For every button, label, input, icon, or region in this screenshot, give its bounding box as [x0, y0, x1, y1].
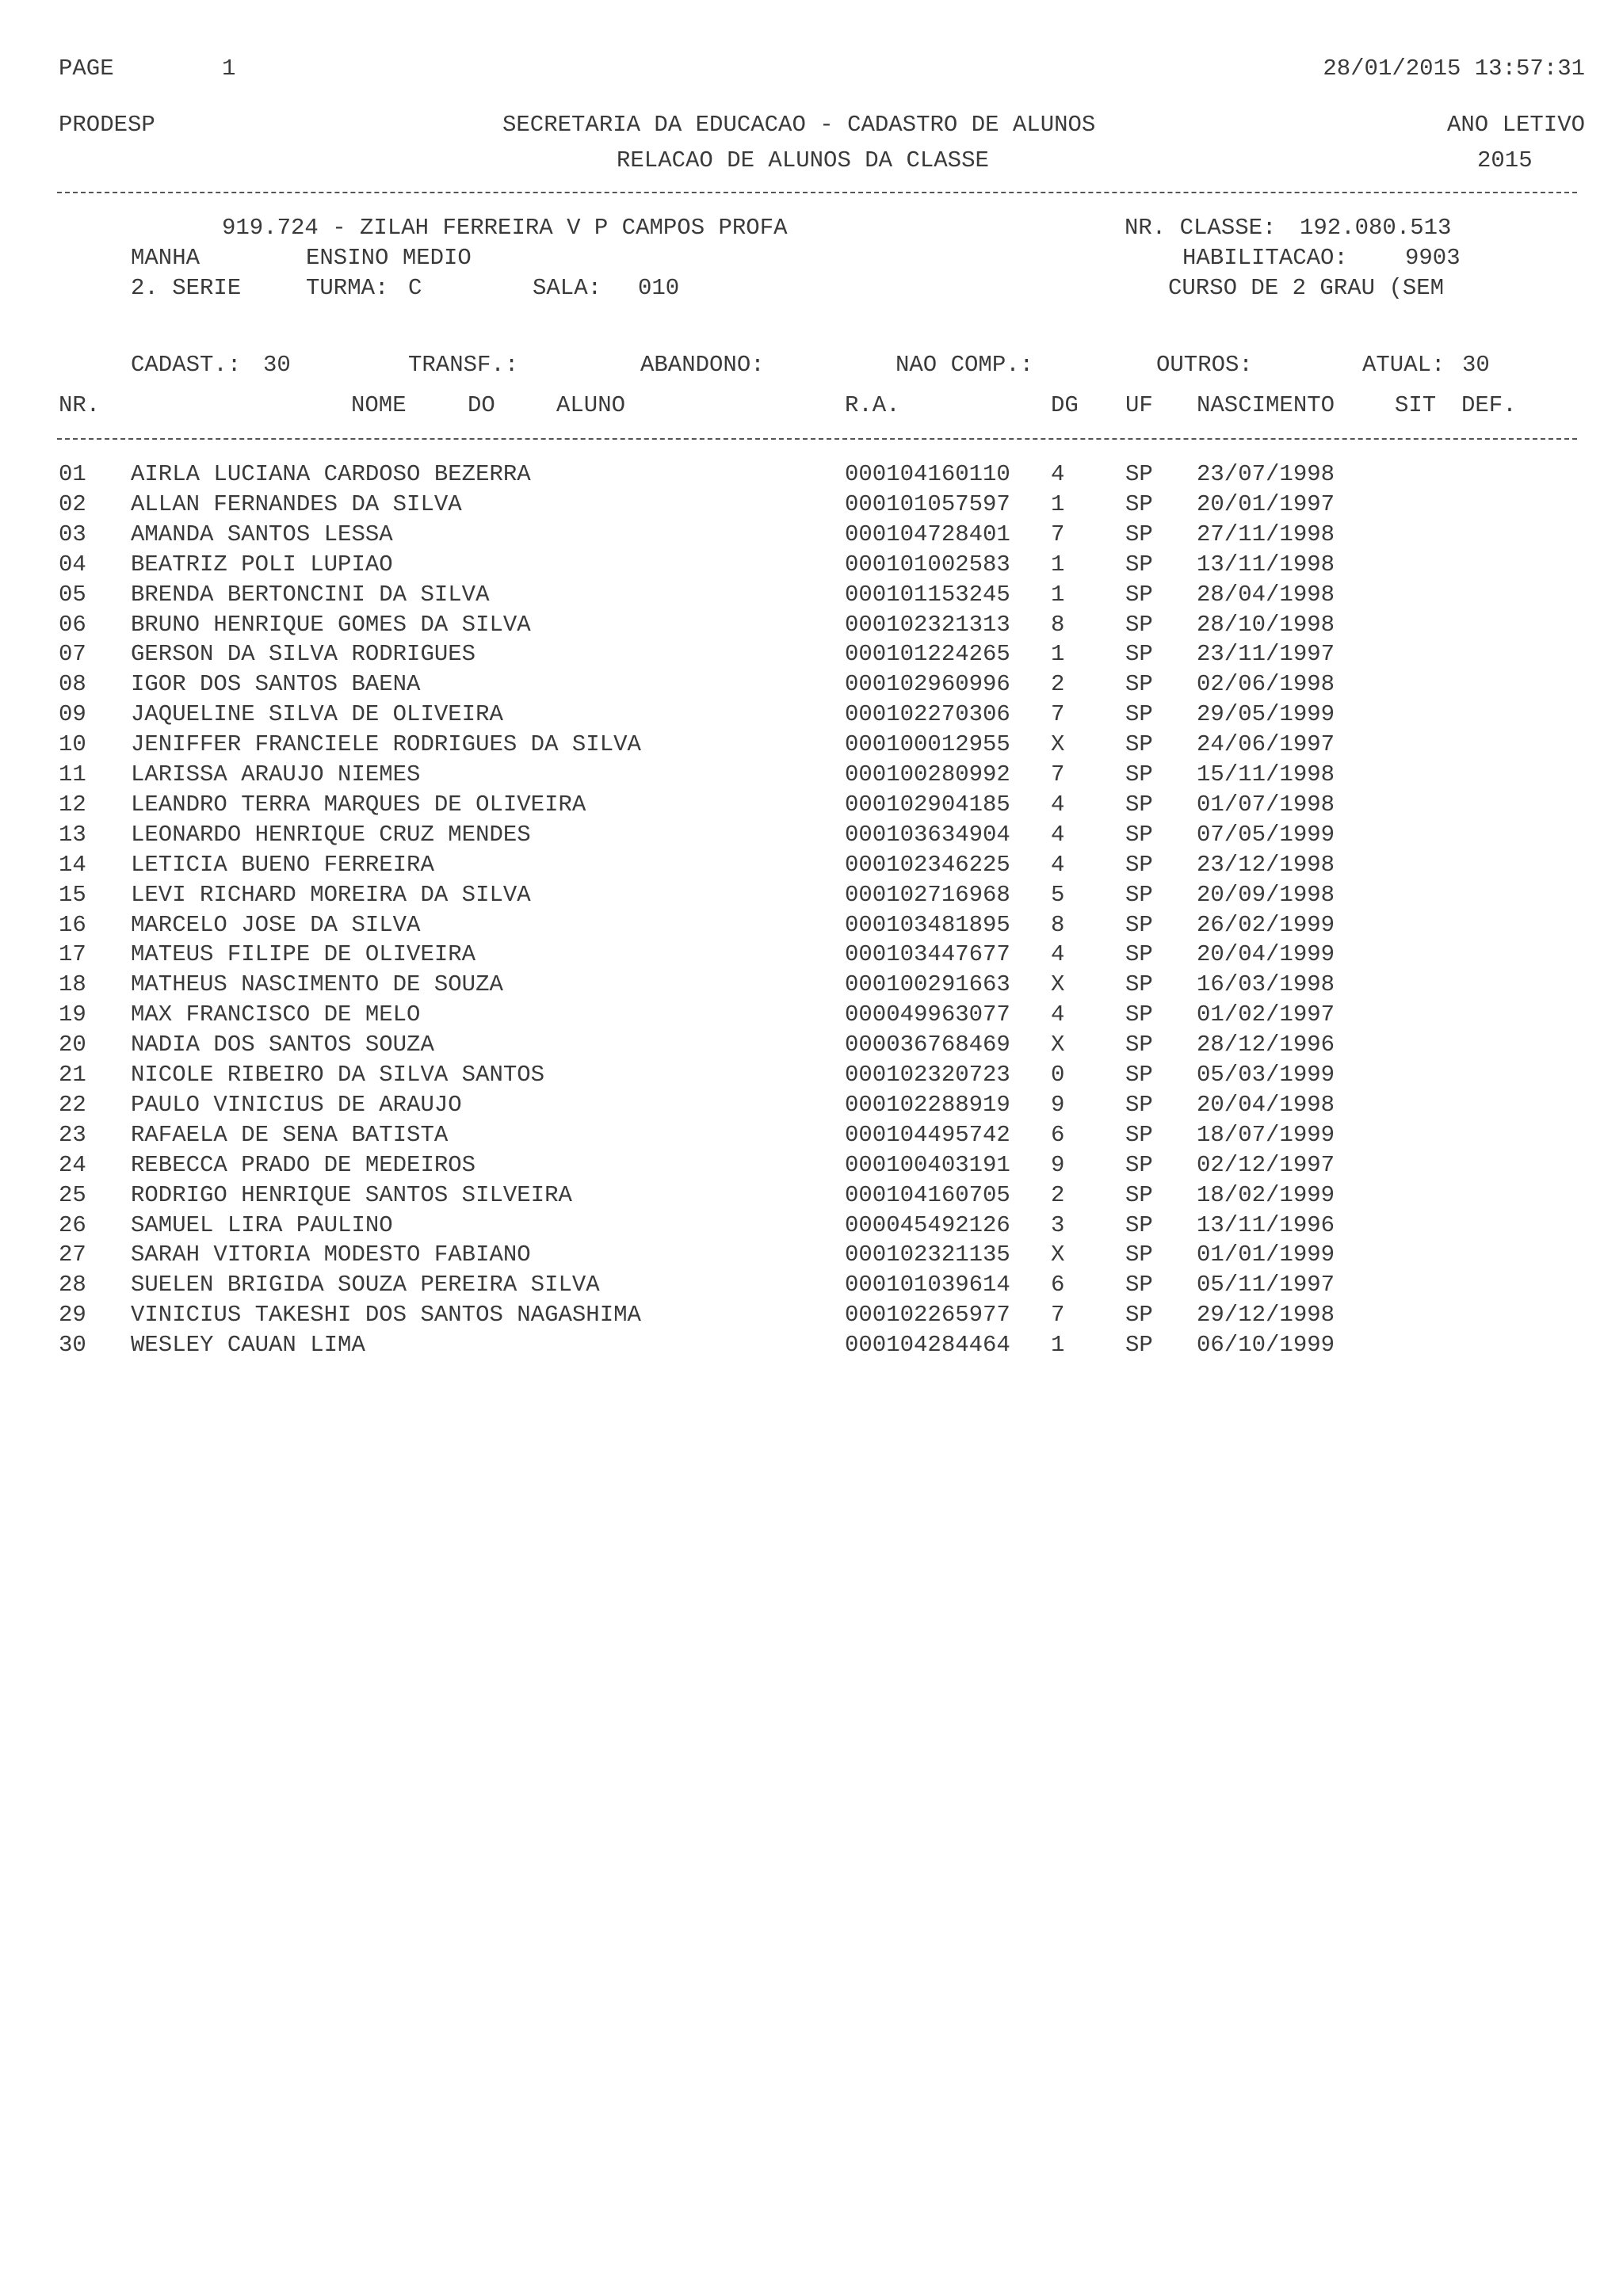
- student-uf: SP: [1125, 1032, 1153, 1058]
- student-dg: 4: [1051, 461, 1065, 487]
- table-row: [0, 1151, 1623, 1184]
- student-nr: 06: [59, 611, 86, 638]
- student-birthdate: 28/12/1996: [1197, 1032, 1335, 1058]
- table-row: [0, 673, 1623, 703]
- student-name: ALLAN FERNANDES DA SILVA: [131, 490, 462, 517]
- student-birthdate: 13/11/1996: [1197, 1211, 1335, 1238]
- table-row: [0, 733, 1623, 763]
- table-row: [0, 1303, 1623, 1333]
- student-nr: 12: [59, 791, 86, 818]
- student-birthdate: 26/02/1999: [1197, 911, 1335, 938]
- table-row: [0, 1273, 1623, 1303]
- student-nr: 10: [59, 731, 86, 758]
- student-dg: 9: [1051, 1091, 1065, 1118]
- student-name: IGOR DOS SANTOS BAENA: [131, 671, 421, 698]
- student-name: LEONARDO HENRIQUE CRUZ MENDES: [131, 821, 531, 848]
- student-name: MARCELO JOSE DA SILVA: [131, 911, 421, 938]
- student-uf: SP: [1125, 941, 1153, 968]
- student-name: BRENDA BERTONCINI DA SILVA: [131, 581, 490, 608]
- transf-label: TRANSF.:: [408, 352, 519, 378]
- student-birthdate: 29/12/1998: [1197, 1302, 1335, 1329]
- student-ra: 000102288919: [845, 1091, 1010, 1118]
- student-nr: 23: [59, 1121, 86, 1148]
- table-row: [0, 943, 1623, 973]
- student-uf: SP: [1125, 521, 1153, 547]
- student-nr: 08: [59, 671, 86, 698]
- student-ra: 000104728401: [845, 521, 1010, 547]
- student-dg: 6: [1051, 1121, 1065, 1148]
- student-dg: 5: [1051, 881, 1065, 908]
- student-nr: 21: [59, 1062, 86, 1088]
- student-ra: 000100291663: [845, 971, 1010, 998]
- period: MANHA: [131, 245, 200, 271]
- table-row: [0, 523, 1623, 553]
- student-uf: SP: [1125, 1151, 1153, 1178]
- student-ra: 000103634904: [845, 821, 1010, 848]
- student-ra: 000102346225: [845, 851, 1010, 878]
- student-uf: SP: [1125, 1272, 1153, 1299]
- col-aluno: ALUNO: [556, 392, 626, 418]
- student-name: AIRLA LUCIANA CARDOSO BEZERRA: [131, 461, 531, 487]
- student-dg: 4: [1051, 851, 1065, 878]
- student-nr: 29: [59, 1302, 86, 1329]
- student-dg: 8: [1051, 611, 1065, 638]
- table-row: [0, 490, 1623, 523]
- student-birthdate: 05/11/1997: [1197, 1272, 1335, 1299]
- table-row: [0, 703, 1623, 733]
- student-dg: X: [1051, 971, 1065, 998]
- col-def: DEF.: [1461, 392, 1517, 418]
- student-ra: 000100403191: [845, 1151, 1010, 1178]
- table-row: [0, 973, 1623, 1003]
- student-uf: SP: [1125, 971, 1153, 998]
- student-birthdate: 20/04/1999: [1197, 941, 1335, 968]
- page-number: 1: [222, 55, 236, 82]
- student-uf: SP: [1125, 761, 1153, 788]
- student-dg: X: [1051, 1241, 1065, 1268]
- student-dg: 4: [1051, 791, 1065, 818]
- student-ra: 000101039614: [845, 1272, 1010, 1299]
- student-birthdate: 13/11/1998: [1197, 551, 1335, 578]
- student-dg: 7: [1051, 521, 1065, 547]
- student-ra: 000102960996: [845, 671, 1010, 698]
- student-uf: SP: [1125, 731, 1153, 758]
- turma-label: TURMA:: [306, 275, 389, 301]
- student-uf: SP: [1125, 1091, 1153, 1118]
- org-name: PRODESP: [59, 112, 155, 138]
- student-name: AMANDA SANTOS LESSA: [131, 521, 393, 547]
- student-dg: 7: [1051, 1302, 1065, 1329]
- student-nr: 26: [59, 1211, 86, 1238]
- col-uf: UF: [1125, 392, 1153, 418]
- atual-count: 30: [1462, 352, 1490, 378]
- student-uf: SP: [1125, 881, 1153, 908]
- student-dg: 4: [1051, 941, 1065, 968]
- student-ra: 000103447677: [845, 941, 1010, 968]
- student-dg: 2: [1051, 671, 1065, 698]
- student-nr: 30: [59, 1332, 86, 1359]
- student-birthdate: 15/11/1998: [1197, 761, 1335, 788]
- ano-letivo-label: ANO LETIVO: [1446, 112, 1585, 138]
- student-nr: 20: [59, 1032, 86, 1058]
- student-dg: X: [1051, 1032, 1065, 1058]
- student-ra: 000102321135: [845, 1241, 1010, 1268]
- student-birthdate: 23/07/1998: [1197, 461, 1335, 487]
- student-ra: 000036768469: [845, 1032, 1010, 1058]
- teaching-level: ENSINO MEDIO: [306, 245, 472, 271]
- student-name: LETICIA BUENO FERREIRA: [131, 851, 434, 878]
- student-dg: 8: [1051, 911, 1065, 938]
- student-name: PAULO VINICIUS DE ARAUJO: [131, 1091, 462, 1118]
- student-birthdate: 20/01/1997: [1197, 490, 1335, 517]
- student-name: WESLEY CAUAN LIMA: [131, 1332, 365, 1359]
- student-nr: 27: [59, 1241, 86, 1268]
- student-uf: SP: [1125, 641, 1153, 668]
- student-name: REBECCA PRADO DE MEDEIROS: [131, 1151, 476, 1178]
- student-uf: SP: [1125, 611, 1153, 638]
- ano-letivo: 2015: [1477, 147, 1533, 174]
- student-dg: 7: [1051, 701, 1065, 728]
- student-uf: SP: [1125, 1241, 1153, 1268]
- table-row: [0, 613, 1623, 643]
- student-birthdate: 01/01/1999: [1197, 1241, 1335, 1268]
- student-uf: SP: [1125, 821, 1153, 848]
- student-ra: 000101057597: [845, 490, 1010, 517]
- student-ra: 000104284464: [845, 1332, 1010, 1359]
- student-birthdate: 24/06/1997: [1197, 731, 1335, 758]
- student-nr: 16: [59, 911, 86, 938]
- student-ra: 000100012955: [845, 731, 1010, 758]
- table-row: [0, 463, 1623, 493]
- atual-label: ATUAL:: [1362, 352, 1445, 378]
- table-row: [0, 1093, 1623, 1123]
- student-ra: 000100280992: [845, 761, 1010, 788]
- table-row: [0, 853, 1623, 883]
- student-nr: 05: [59, 581, 86, 608]
- table-row: [0, 643, 1623, 673]
- outros-label: OUTROS:: [1156, 352, 1253, 378]
- student-dg: 1: [1051, 581, 1065, 608]
- student-nr: 18: [59, 971, 86, 998]
- student-dg: 1: [1051, 1332, 1065, 1359]
- student-uf: SP: [1125, 551, 1153, 578]
- student-dg: X: [1051, 731, 1065, 758]
- col-ra: R.A.: [845, 392, 900, 418]
- student-ra: 000102320723: [845, 1062, 1010, 1088]
- student-name: RODRIGO HENRIQUE SANTOS SILVEIRA: [131, 1181, 572, 1208]
- report-subtitle: RELACAO DE ALUNOS DA CLASSE: [617, 147, 989, 174]
- cadast-count: 30: [263, 352, 291, 378]
- student-uf: SP: [1125, 490, 1153, 517]
- student-birthdate: 01/07/1998: [1197, 791, 1335, 818]
- student-ra: 000104495742: [845, 1121, 1010, 1148]
- student-uf: SP: [1125, 701, 1153, 728]
- student-uf: SP: [1125, 1332, 1153, 1359]
- student-ra: 000102904185: [845, 791, 1010, 818]
- student-nr: 25: [59, 1181, 86, 1208]
- table-row: [0, 883, 1623, 913]
- student-nr: 28: [59, 1272, 86, 1299]
- table-row: [0, 763, 1623, 793]
- col-nr: NR.: [59, 392, 101, 418]
- header-divider: [57, 192, 1577, 193]
- report-title: SECRETARIA DA EDUCACAO - CADASTRO DE ALUNOS: [502, 112, 1096, 138]
- student-uf: SP: [1125, 1302, 1153, 1329]
- student-ra: 000101153245: [845, 581, 1010, 608]
- table-row: [0, 1123, 1623, 1154]
- cadast-label: CADAST.:: [131, 352, 242, 378]
- school-name: 919.724 - ZILAH FERREIRA V P CAMPOS PROFA: [222, 215, 788, 241]
- student-name: NICOLE RIBEIRO DA SILVA SANTOS: [131, 1062, 545, 1088]
- student-name: MATEUS FILIPE DE OLIVEIRA: [131, 941, 476, 968]
- student-ra: 000104160705: [845, 1181, 1010, 1208]
- nao-comp-label: NAO COMP.:: [896, 352, 1034, 378]
- student-birthdate: 02/06/1998: [1197, 671, 1335, 698]
- student-birthdate: 07/05/1999: [1197, 821, 1335, 848]
- student-ra: 000104160110: [845, 461, 1010, 487]
- student-birthdate: 02/12/1997: [1197, 1151, 1335, 1178]
- student-name: SUELEN BRIGIDA SOUZA PEREIRA SILVA: [131, 1272, 600, 1299]
- student-uf: SP: [1125, 1001, 1153, 1028]
- classe-number: 192.080.513: [1300, 215, 1452, 241]
- student-nr: 15: [59, 881, 86, 908]
- student-dg: 1: [1051, 490, 1065, 517]
- student-dg: 4: [1051, 821, 1065, 848]
- student-birthdate: 05/03/1999: [1197, 1062, 1335, 1088]
- col-do: DO: [468, 392, 495, 418]
- student-dg: 1: [1051, 641, 1065, 668]
- student-ra: 000102265977: [845, 1302, 1010, 1329]
- student-name: JAQUELINE SILVA DE OLIVEIRA: [131, 701, 503, 728]
- page-label: PAGE: [59, 55, 114, 82]
- student-uf: SP: [1125, 911, 1153, 938]
- table-row: [0, 553, 1623, 583]
- curso: CURSO DE 2 GRAU (SEM: [1168, 275, 1445, 301]
- student-uf: SP: [1125, 1121, 1153, 1148]
- student-ra: 000102716968: [845, 881, 1010, 908]
- student-nr: 07: [59, 641, 86, 668]
- sala: 010: [638, 275, 680, 301]
- student-nr: 17: [59, 941, 86, 968]
- student-birthdate: 01/02/1997: [1197, 1001, 1335, 1028]
- student-name: GERSON DA SILVA RODRIGUES: [131, 641, 476, 668]
- table-row: [0, 1181, 1623, 1214]
- col-nome: NOME: [351, 392, 407, 418]
- habilitacao-label: HABILITACAO:: [1182, 245, 1348, 271]
- student-nr: 01: [59, 461, 86, 487]
- student-name: SARAH VITORIA MODESTO FABIANO: [131, 1241, 531, 1268]
- student-name: MATHEUS NASCIMENTO DE SOUZA: [131, 971, 503, 998]
- report-timestamp: 28/01/2015 13:57:31: [1323, 55, 1585, 82]
- table-row: [0, 583, 1623, 613]
- student-dg: 2: [1051, 1181, 1065, 1208]
- student-birthdate: 29/05/1999: [1197, 701, 1335, 728]
- col-nascimento: NASCIMENTO: [1197, 392, 1335, 418]
- habilitacao: 9903: [1405, 245, 1461, 271]
- table-row: [0, 823, 1623, 853]
- student-birthdate: 23/11/1997: [1197, 641, 1335, 668]
- student-name: LEVI RICHARD MOREIRA DA SILVA: [131, 881, 531, 908]
- table-row: [0, 1211, 1623, 1244]
- student-nr: 19: [59, 1001, 86, 1028]
- abandono-label: ABANDONO:: [640, 352, 765, 378]
- student-name: SAMUEL LIRA PAULINO: [131, 1211, 393, 1238]
- serie: 2. SERIE: [131, 275, 242, 301]
- sala-label: SALA:: [533, 275, 602, 301]
- student-nr: 24: [59, 1151, 86, 1178]
- table-row: [0, 1063, 1623, 1093]
- table-row: [0, 913, 1623, 944]
- table-row: [0, 1033, 1623, 1063]
- student-birthdate: 20/04/1998: [1197, 1091, 1335, 1118]
- student-name: JENIFFER FRANCIELE RODRIGUES DA SILVA: [131, 731, 641, 758]
- student-dg: 9: [1051, 1151, 1065, 1178]
- student-ra: 000101224265: [845, 641, 1010, 668]
- student-ra: 000102270306: [845, 701, 1010, 728]
- student-birthdate: 18/02/1999: [1197, 1181, 1335, 1208]
- student-ra: 000049963077: [845, 1001, 1010, 1028]
- student-birthdate: 16/03/1998: [1197, 971, 1335, 998]
- student-birthdate: 23/12/1998: [1197, 851, 1335, 878]
- student-uf: SP: [1125, 581, 1153, 608]
- student-ra: 000103481895: [845, 911, 1010, 938]
- student-nr: 02: [59, 490, 86, 517]
- student-uf: SP: [1125, 791, 1153, 818]
- student-ra: 000102321313: [845, 611, 1010, 638]
- student-name: RAFAELA DE SENA BATISTA: [131, 1121, 449, 1148]
- student-nr: 04: [59, 551, 86, 578]
- student-ra: 000101002583: [845, 551, 1010, 578]
- student-birthdate: 28/04/1998: [1197, 581, 1335, 608]
- student-name: BRUNO HENRIQUE GOMES DA SILVA: [131, 611, 531, 638]
- table-row: [0, 793, 1623, 823]
- student-ra: 000045492126: [845, 1211, 1010, 1238]
- student-name: LEANDRO TERRA MARQUES DE OLIVEIRA: [131, 791, 586, 818]
- turma: C: [408, 275, 422, 301]
- student-nr: 11: [59, 761, 86, 788]
- student-dg: 3: [1051, 1211, 1065, 1238]
- student-name: LARISSA ARAUJO NIEMES: [131, 761, 421, 788]
- student-name: VINICIUS TAKESHI DOS SANTOS NAGASHIMA: [131, 1302, 641, 1329]
- student-nr: 14: [59, 851, 86, 878]
- student-birthdate: 20/09/1998: [1197, 881, 1335, 908]
- col-sit: SIT: [1395, 392, 1437, 418]
- student-uf: SP: [1125, 851, 1153, 878]
- student-dg: 4: [1051, 1001, 1065, 1028]
- student-dg: 1: [1051, 551, 1065, 578]
- student-birthdate: 18/07/1999: [1197, 1121, 1335, 1148]
- student-name: MAX FRANCISCO DE MELO: [131, 1001, 421, 1028]
- table-row: [0, 1243, 1623, 1273]
- student-nr: 03: [59, 521, 86, 547]
- table-divider: [57, 438, 1577, 440]
- student-uf: SP: [1125, 1211, 1153, 1238]
- student-uf: SP: [1125, 671, 1153, 698]
- student-dg: 7: [1051, 761, 1065, 788]
- student-uf: SP: [1125, 461, 1153, 487]
- table-row: [0, 1333, 1623, 1363]
- col-dg: DG: [1051, 392, 1079, 418]
- table-row: [0, 1003, 1623, 1033]
- student-birthdate: 27/11/1998: [1197, 521, 1335, 547]
- student-dg: 0: [1051, 1062, 1065, 1088]
- student-dg: 6: [1051, 1272, 1065, 1299]
- student-name: BEATRIZ POLI LUPIAO: [131, 551, 393, 578]
- student-birthdate: 28/10/1998: [1197, 611, 1335, 638]
- student-name: NADIA DOS SANTOS SOUZA: [131, 1032, 434, 1058]
- student-uf: SP: [1125, 1181, 1153, 1208]
- student-nr: 09: [59, 701, 86, 728]
- student-uf: SP: [1125, 1062, 1153, 1088]
- student-nr: 22: [59, 1091, 86, 1118]
- classe-label: NR. CLASSE:: [1125, 215, 1277, 241]
- student-nr: 13: [59, 821, 86, 848]
- student-birthdate: 06/10/1999: [1197, 1332, 1335, 1359]
